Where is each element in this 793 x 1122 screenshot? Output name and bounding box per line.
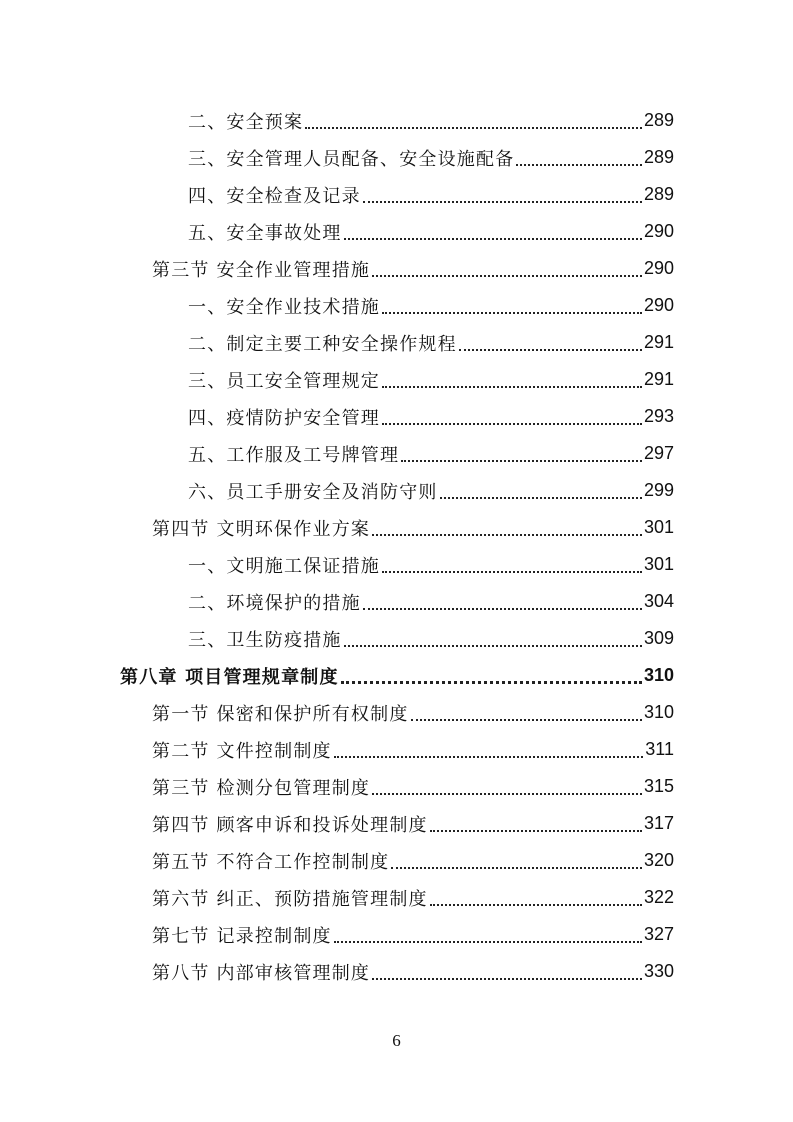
toc-entry-title: 四、安全检查及记录 xyxy=(188,185,361,207)
toc-entry-page: 311 xyxy=(645,739,674,759)
page-number: 6 xyxy=(392,1031,401,1050)
toc-entry-page: 290 xyxy=(643,295,674,315)
toc-entry[interactable] xyxy=(188,398,674,435)
toc-entry-title: 第七节 记录控制制度 xyxy=(152,925,332,947)
toc-entry-page: 301 xyxy=(643,517,674,537)
toc-entry-section[interactable] xyxy=(152,842,674,879)
toc-leader-dots xyxy=(391,867,642,869)
toc-entry-title: 第三节 安全作业管理措施 xyxy=(152,259,371,281)
toc-entry-page: 289 xyxy=(643,184,674,204)
toc-entry[interactable] xyxy=(188,176,674,213)
toc-entry-title: 第一节 保密和保护所有权制度 xyxy=(152,703,409,725)
toc-entry-title: 第三节 检测分包管理制度 xyxy=(152,777,371,799)
toc-leader-dots xyxy=(344,238,642,240)
toc-entry-page: 315 xyxy=(643,776,674,796)
toc-leader-dots xyxy=(372,793,642,795)
toc-entry-page: 290 xyxy=(643,221,674,241)
toc-entry-section[interactable] xyxy=(152,879,674,916)
toc-leader-dots xyxy=(363,201,642,203)
toc-leader-dots xyxy=(430,830,642,832)
toc-leader-dots xyxy=(344,645,642,647)
toc-entry-page: 289 xyxy=(643,110,674,130)
toc-entry-page: 297 xyxy=(643,443,674,463)
toc-leader-dots xyxy=(305,127,642,129)
toc-entry-title: 二、制定主要工种安全操作规程 xyxy=(188,333,457,355)
toc-entry-title: 三、卫生防疫措施 xyxy=(188,629,342,651)
toc-entry-title: 第四节 文明环保作业方案 xyxy=(152,518,371,540)
toc-leader-dots xyxy=(363,608,642,610)
toc-entry-page: 322 xyxy=(643,887,674,907)
toc-entry-page: 293 xyxy=(643,406,674,426)
toc-leader-dots xyxy=(440,497,642,499)
toc-entry[interactable] xyxy=(188,546,674,583)
toc-leader-dots xyxy=(372,978,642,980)
toc-leader-dots xyxy=(382,312,642,314)
toc-entry-page: 290 xyxy=(643,258,674,278)
toc-entry-section[interactable] xyxy=(152,916,674,953)
toc-entry-title: 五、安全事故处理 xyxy=(188,222,342,244)
toc-entry-section[interactable] xyxy=(152,731,674,768)
toc-entry[interactable] xyxy=(188,324,674,361)
toc-leader-dots xyxy=(372,275,642,277)
toc-leader-dots xyxy=(401,460,642,462)
toc-entry[interactable] xyxy=(188,213,674,250)
toc-entry-section[interactable] xyxy=(152,509,674,546)
toc-leader-dots xyxy=(341,681,642,684)
toc-entry-title: 五、工作服及工号牌管理 xyxy=(188,444,400,466)
toc-entry[interactable] xyxy=(188,361,674,398)
toc-entry-title: 四、疫情防护安全管理 xyxy=(188,407,380,429)
toc-entry[interactable] xyxy=(188,139,674,176)
toc-entry-title: 第六节 纠正、预防措施管理制度 xyxy=(152,888,428,910)
toc-entry-page: 301 xyxy=(643,554,674,574)
toc-entry-page: 330 xyxy=(643,961,674,981)
toc-entry-page: 299 xyxy=(643,480,674,500)
toc-entry-section[interactable] xyxy=(152,805,674,842)
toc-entry[interactable] xyxy=(188,287,674,324)
toc-entry-page: 320 xyxy=(643,850,674,870)
toc-entry-title: 第五节 不符合工作控制制度 xyxy=(152,851,390,873)
toc-leader-dots xyxy=(382,386,642,388)
toc-entry-title: 六、员工手册安全及消防守则 xyxy=(188,481,438,503)
toc-leader-dots xyxy=(430,904,642,906)
toc-entry-page: 310 xyxy=(643,665,674,685)
toc-entry-title: 第二节 文件控制制度 xyxy=(152,740,332,762)
toc-entry[interactable] xyxy=(188,102,674,139)
toc-entry-page: 317 xyxy=(643,813,674,833)
toc-entry-page: 304 xyxy=(643,591,674,611)
toc-leader-dots xyxy=(411,719,642,721)
toc-entry-page: 291 xyxy=(643,332,674,352)
toc-leader-dots xyxy=(334,941,642,943)
toc-entry-page: 289 xyxy=(643,147,674,167)
toc-entry-page: 310 xyxy=(643,702,674,722)
toc-entry[interactable] xyxy=(188,435,674,472)
toc-entry-title: 二、环境保护的措施 xyxy=(188,592,361,614)
toc-entry-chapter[interactable] xyxy=(120,657,674,694)
toc-entry[interactable] xyxy=(188,472,674,509)
toc-entry-title: 二、安全预案 xyxy=(188,111,304,133)
toc-leader-dots xyxy=(372,534,642,536)
toc-entry-title: 三、员工安全管理规定 xyxy=(188,370,380,392)
toc-entry-page: 309 xyxy=(643,628,674,648)
toc-leader-dots xyxy=(459,349,642,351)
toc-entry[interactable] xyxy=(188,583,674,620)
toc-entry-title: 第四节 顾客申诉和投诉处理制度 xyxy=(152,814,428,836)
toc-leader-dots xyxy=(382,571,642,573)
toc-leader-dots xyxy=(516,164,642,166)
toc-entry-page: 327 xyxy=(643,924,674,944)
toc-entry-title: 第八节 内部审核管理制度 xyxy=(152,962,371,984)
toc-entry-section[interactable] xyxy=(152,768,674,805)
toc-entry-title: 第八章 项目管理规章制度 xyxy=(120,666,339,688)
toc-entry-title: 一、安全作业技术措施 xyxy=(188,296,380,318)
toc-entry-page: 291 xyxy=(643,369,674,389)
toc-entry-title: 一、文明施工保证措施 xyxy=(188,555,380,577)
toc-entry-section[interactable] xyxy=(152,694,674,731)
toc-leader-dots xyxy=(334,756,644,758)
toc-entry[interactable] xyxy=(188,620,674,657)
toc-entry-title: 三、安全管理人员配备、安全设施配备 xyxy=(188,148,515,170)
toc-entry-section[interactable] xyxy=(152,250,674,287)
toc-leader-dots xyxy=(382,423,642,425)
toc-entry-section[interactable] xyxy=(152,953,674,990)
